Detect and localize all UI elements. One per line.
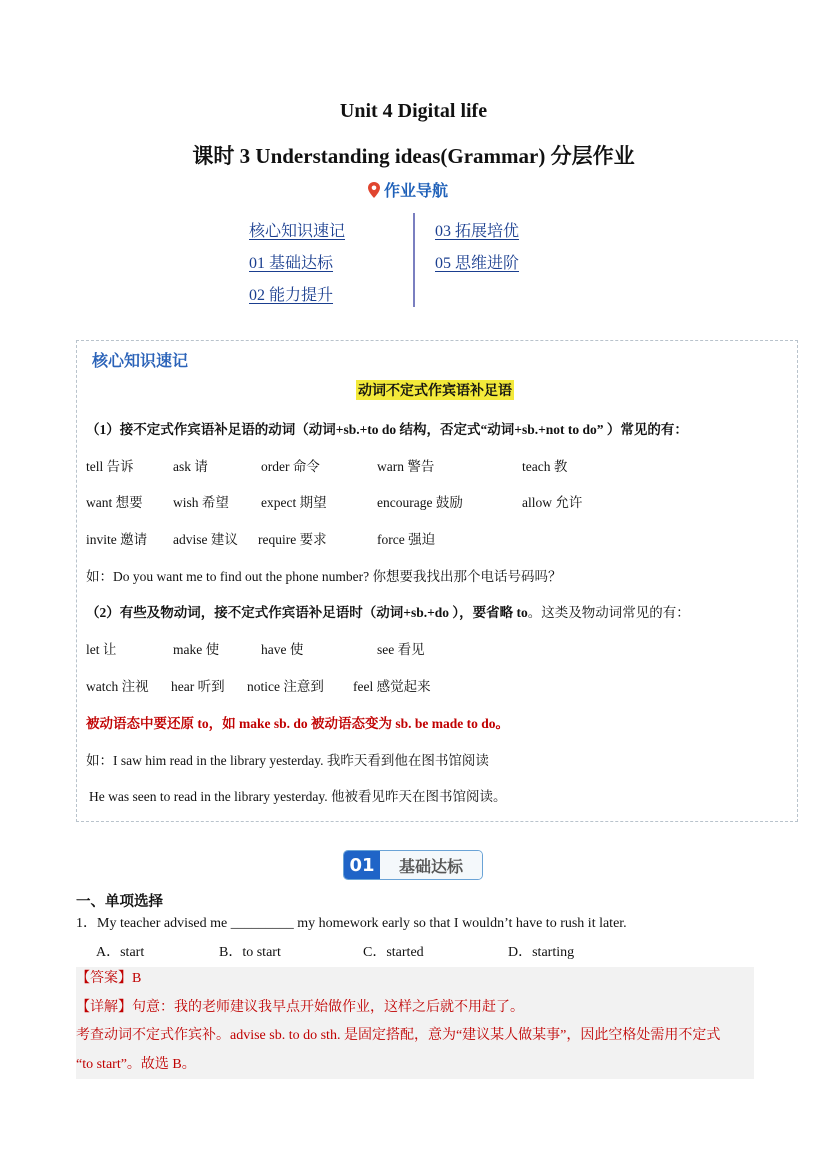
verb-item: order 命令 bbox=[261, 459, 320, 474]
rule-2-title bbox=[86, 601, 690, 621]
verb-item: warn 警告 bbox=[377, 459, 435, 474]
nav-link-thinking[interactable]: 05 思维进阶 bbox=[435, 255, 520, 272]
nav-divider bbox=[413, 213, 415, 307]
option-d: D．starting bbox=[508, 945, 575, 960]
verb-item: ask 请 bbox=[173, 459, 208, 474]
verb-item: advise 建议 bbox=[173, 532, 238, 547]
nav-heading bbox=[367, 178, 448, 201]
verb-item: encourage 鼓励 bbox=[377, 495, 463, 510]
rule-2-title-tail: 。这类及物动词常见的有： bbox=[527, 605, 690, 620]
page-title: Unit 4 Digital life bbox=[339, 100, 488, 122]
answer: 【答案】B bbox=[76, 971, 142, 986]
nav-link-extension[interactable]: 03 拓展培优 bbox=[435, 223, 520, 240]
verb-item: watch 注视 bbox=[86, 679, 149, 694]
verb-item: invite 邀请 bbox=[86, 532, 148, 547]
option-b: B．to start bbox=[219, 945, 281, 960]
verb-item: make 使 bbox=[173, 642, 220, 657]
verb-item: wish 希望 bbox=[173, 495, 229, 510]
nav-link-ability[interactable]: 02 能力提升 bbox=[249, 287, 334, 304]
option-c: C．started bbox=[363, 945, 424, 960]
example-2b: He was seen to read in the library yesterday. 他被看见昨天在图书馆阅读。 bbox=[89, 789, 507, 804]
example-1: 如：Do you want me to find out the phone number? 你想要我找出那个电话号码吗？ bbox=[86, 569, 562, 584]
answer-detail: 【详解】句意：我的老师建议我早点开始做作业，这样之后就不用赶了。 bbox=[76, 1000, 524, 1015]
verb-item: have 使 bbox=[261, 642, 304, 657]
example-2a: 如：I saw him read in the library yesterday. 我昨天看到他在图书馆阅读 bbox=[86, 753, 489, 768]
verb-item: feel 感觉起来 bbox=[353, 679, 431, 694]
nav-heading-label: 作业导航 bbox=[384, 181, 449, 200]
verb-item: want 想要 bbox=[86, 495, 143, 510]
section-label: 基础达标 bbox=[380, 851, 482, 879]
nav-link-knowledge[interactable]: 核心知识速记 bbox=[249, 223, 346, 240]
section-badge bbox=[343, 850, 483, 880]
page-subtitle: 课时 3 Understanding ideas(Grammar) 分层作业 bbox=[192, 144, 635, 168]
verb-item: let 让 bbox=[86, 642, 117, 657]
verb-item: allow 允许 bbox=[522, 495, 583, 510]
verb-item: see 看见 bbox=[377, 642, 425, 657]
passive-note: 被动语态中要还原 to，如 make sb. do 被动语态变为 sb. be made to do。 bbox=[86, 716, 510, 731]
verb-item: expect 期望 bbox=[261, 495, 327, 510]
exercise-heading: 一、单项选择 bbox=[76, 894, 163, 910]
answer-explain-2: “to start”。故选 B。 bbox=[76, 1057, 196, 1072]
knowledge-subheading: 动词不定式作宾语补足语 bbox=[356, 380, 514, 400]
location-pin-icon bbox=[367, 181, 381, 199]
verb-item: force 强迫 bbox=[377, 532, 436, 547]
rule-2-title-main: （2）有些及物动词，接不定式作宾语补足语时（动词+sb.+do ），要省略 to bbox=[86, 605, 528, 620]
nav-link-basic[interactable]: 01 基础达标 bbox=[249, 255, 334, 272]
option-a: A．start bbox=[96, 945, 145, 960]
verb-item: hear 听到 bbox=[171, 679, 225, 694]
knowledge-heading: 核心知识速记 bbox=[92, 351, 189, 370]
section-number: 01 bbox=[344, 851, 380, 879]
rule-1-title: （1）接不定式作宾语补足语的动词（动词+sb.+to do 结构，否定式“动词+sb.+not to do” ）常见的有： bbox=[86, 422, 688, 437]
verb-item: require 要求 bbox=[258, 532, 327, 547]
verb-item: tell 告诉 bbox=[86, 459, 134, 474]
question-1: 1．My teacher advised me _________ my homework early so that I wouldn’t have to rush it later. bbox=[76, 916, 627, 931]
verb-item: teach 教 bbox=[522, 459, 568, 474]
answer-explain-1: 考查动词不定式作宾补。advise sb. to do sth. 是固定搭配，意为“建议某人做某事”，因此空格处需用不定式 bbox=[76, 1028, 721, 1043]
verb-item: notice 注意到 bbox=[247, 679, 324, 694]
